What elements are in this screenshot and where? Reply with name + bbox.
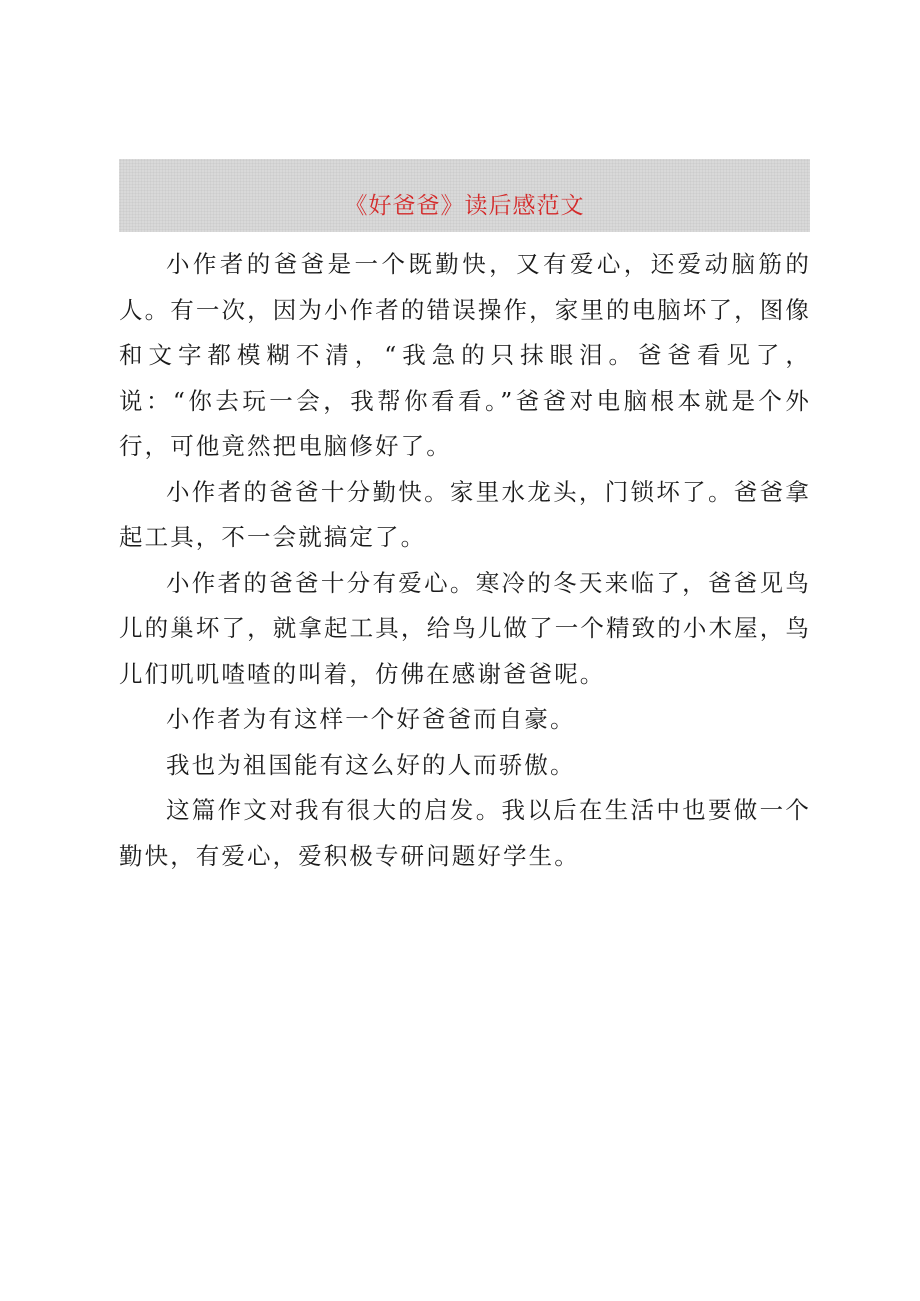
document-body (119, 242, 811, 879)
title-banner (119, 159, 810, 232)
paragraph: 小作者的爸爸十分有爱心。寒冷的冬天来临了，爸爸见鸟儿的巢坏了，就拿起工具，给鸟儿做了一个精致的小木屋，鸟儿们叽叽喳喳的叫着，仿佛在感谢爸爸呢。 (119, 568, 811, 688)
paragraph: 我也为祖国能有这么好的人而骄傲。 (166, 750, 576, 779)
paragraph: 小作者的爸爸十分勤快。家里水龙头，门锁坏了。爸爸拿起工具，不一会就搞定了。 (119, 477, 811, 551)
paragraph: 这篇作文对我有很大的启发。我以后在生活中也要做一个勤快，有爱心，爱积极专研问题好学生。 (119, 796, 811, 870)
document-title: 《好爸爸》读后感范文 (344, 193, 585, 219)
paragraph: 小作者为有这样一个好爸爸而自豪。 (166, 705, 576, 733)
paragraph: 小作者的爸爸是一个既勤快，又有爱心，还爱动脑筋的人。有一次，因为小作者的错误操作，家里的电脑坏了，图像和文字都模糊不清，“我急的只抹眼泪。爸爸看见了，说：“你去玩一会，我帮你看看。”爸爸对电脑根本就是个外行，可他竟然把电脑修好了。 (119, 250, 811, 460)
